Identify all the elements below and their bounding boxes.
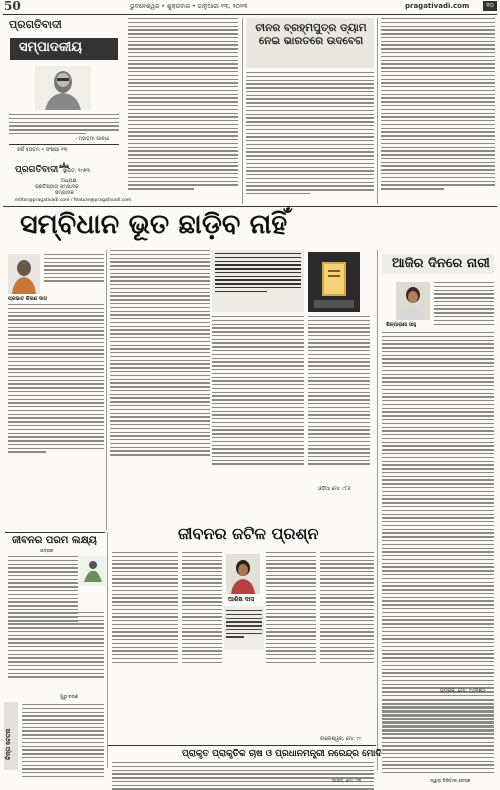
center-text-a: [110, 250, 210, 456]
jeevan-text-4: [320, 552, 374, 663]
middle-signoff: ଓଡ଼ିଆ ମୋ: ୯୮୬: [318, 486, 351, 492]
sidebar-label: ଚିନ୍ତା ଚେତନା: [5, 728, 12, 760]
left-column-text: [8, 304, 104, 453]
left-box-text-2: [8, 612, 104, 678]
bottom-right-signoff: ଦ୍ୱାରା ଡିଜିଟାଲ ଡେସ୍କ: [430, 779, 471, 784]
founder-name: ପ୍ରତିଷ୍ଠାତା ସମ୍ପାଦକ: [35, 184, 79, 190]
left-box-title: ଜୀବନର ପରମ ଲକ୍ଷ୍ୟ: [12, 535, 97, 546]
right-feature-text: [382, 332, 494, 738]
anniversary-badge: 50: [4, 0, 21, 13]
author-photo-left: [8, 254, 40, 294]
gandhi-portrait: [35, 66, 91, 110]
bottom-signoff: ଭାରତ, ମୋ: ୯୩: [332, 779, 362, 784]
jeevan-text-2: [182, 552, 222, 663]
editor-label: ସମ୍ପାଦକ: [55, 190, 75, 196]
column-rule: [377, 18, 378, 204]
bottom-text: [112, 762, 374, 790]
jeevan-signoff: ବାଲେଶ୍ୱର, ମୋ: ୯୯: [320, 736, 362, 742]
right-feature-title: ଆଜିର ଦିନରେ ନାରୀ: [392, 256, 490, 271]
column-rule: [107, 532, 108, 768]
lotus-emblem: [59, 154, 69, 162]
jeevan-author-photo: [226, 554, 260, 594]
editorial-column-1: [128, 18, 238, 190]
contact-email[interactable]: editor@pragativadi.com / feature@pragativadi.com: [15, 198, 132, 203]
section-rule: [5, 532, 105, 533]
center-text-b: [212, 316, 304, 465]
top-story-headline: ଚୀନର ବ୍ରହ୍ମପୁତ୍ର ଡ୍ୟାମ ନେଇ ଭାରତରେ ଉଦବେଗ: [255, 22, 367, 47]
brand-name-2: ପ୍ରଗତିବାଦୀ: [15, 165, 59, 175]
left-bottom-text: [22, 704, 104, 777]
brand-name: ପ୍ରଗତିବାଦୀ: [9, 18, 62, 31]
founded-line: ସ୍ଥାପିତ: ୧୯୭୩: [63, 168, 90, 174]
column-rule: [106, 250, 107, 530]
jeevan-byline: ଆଶିଷ ଦାସ: [228, 596, 255, 603]
website[interactable]: pragativadi.com: [405, 2, 470, 10]
right-signoff: ଭଦ୍ରକ, ମୋ: ୯୪୩୭୦: [440, 688, 485, 694]
jeevan-pull-text: [226, 610, 262, 638]
right-author-photo: [396, 282, 430, 320]
column-rule: [377, 250, 378, 770]
panel-rule: [9, 144, 119, 145]
main-headline: ସମ୍ବିଧାନ ଭୂତ ଛାଡ଼ିବ ନାହିଁ: [20, 209, 288, 240]
top-right-text: [381, 18, 495, 190]
left-box-signoff: ଗୁରୁ ଚରଣ: [60, 695, 79, 700]
masthead: [0, 0, 500, 14]
vol-line: ବର୍ଷ ୫୦ତମ • ସଂଖ୍ୟା ୧୩: [17, 147, 68, 153]
editorial-panel: [5, 16, 132, 203]
page-number-badge: ୧୦: [483, 1, 497, 11]
bottom-right-text: [382, 700, 494, 773]
headline-top-rule: [3, 206, 497, 207]
jeevan-title: ଜୀବନର ଜଟିଳ ପ୍ରଶ୍ନ: [178, 524, 319, 543]
right-byline: ଶିଳ୍ପାରାଣୀ ସାହୁ: [386, 322, 417, 328]
left-byline: ପ୍ରଭାତ କିରଣ ଦାସ: [8, 296, 47, 302]
bottom-headline: ପ୍ରାକୃତ ପ୍ରାକୃତିକ ଚାଷ ଓ ପ୍ରଧାନମନ୍ତ୍ରୀ ନରେନ୍ଦ୍ର ମୋଦି: [182, 749, 382, 759]
meditation-photo: [80, 556, 106, 586]
left-box-author: ଭଦ୍ରକ: [40, 549, 54, 554]
masthead-rule: [3, 14, 497, 15]
editorial-title: ସମ୍ପାଦକୀୟ: [19, 40, 82, 55]
jeevan-text-1: [112, 552, 178, 663]
constitution-image: [308, 252, 360, 312]
pull-quote-text: [215, 253, 301, 292]
bottom-rule: [108, 745, 376, 746]
right-intro-text: [434, 282, 494, 325]
quote-text: [9, 114, 119, 134]
left-intro-text: [44, 254, 104, 282]
date-line: ଭୁବନେଶ୍ୱର • ଶୁକ୍ରବାର • ଜାନୁଆରୀ ୧୩, ୨୦୨୩: [130, 3, 248, 10]
founder-title: ଅଧ୍ୟକ୍ଷ: [61, 178, 77, 184]
jeevan-text-3: [266, 552, 316, 663]
quote-author: - ମହାତ୍ମା ଗାନ୍ଧୀ: [75, 136, 110, 142]
column-rule: [242, 18, 243, 204]
top-story-text-1: [246, 72, 374, 194]
center-text-c: [308, 316, 370, 465]
